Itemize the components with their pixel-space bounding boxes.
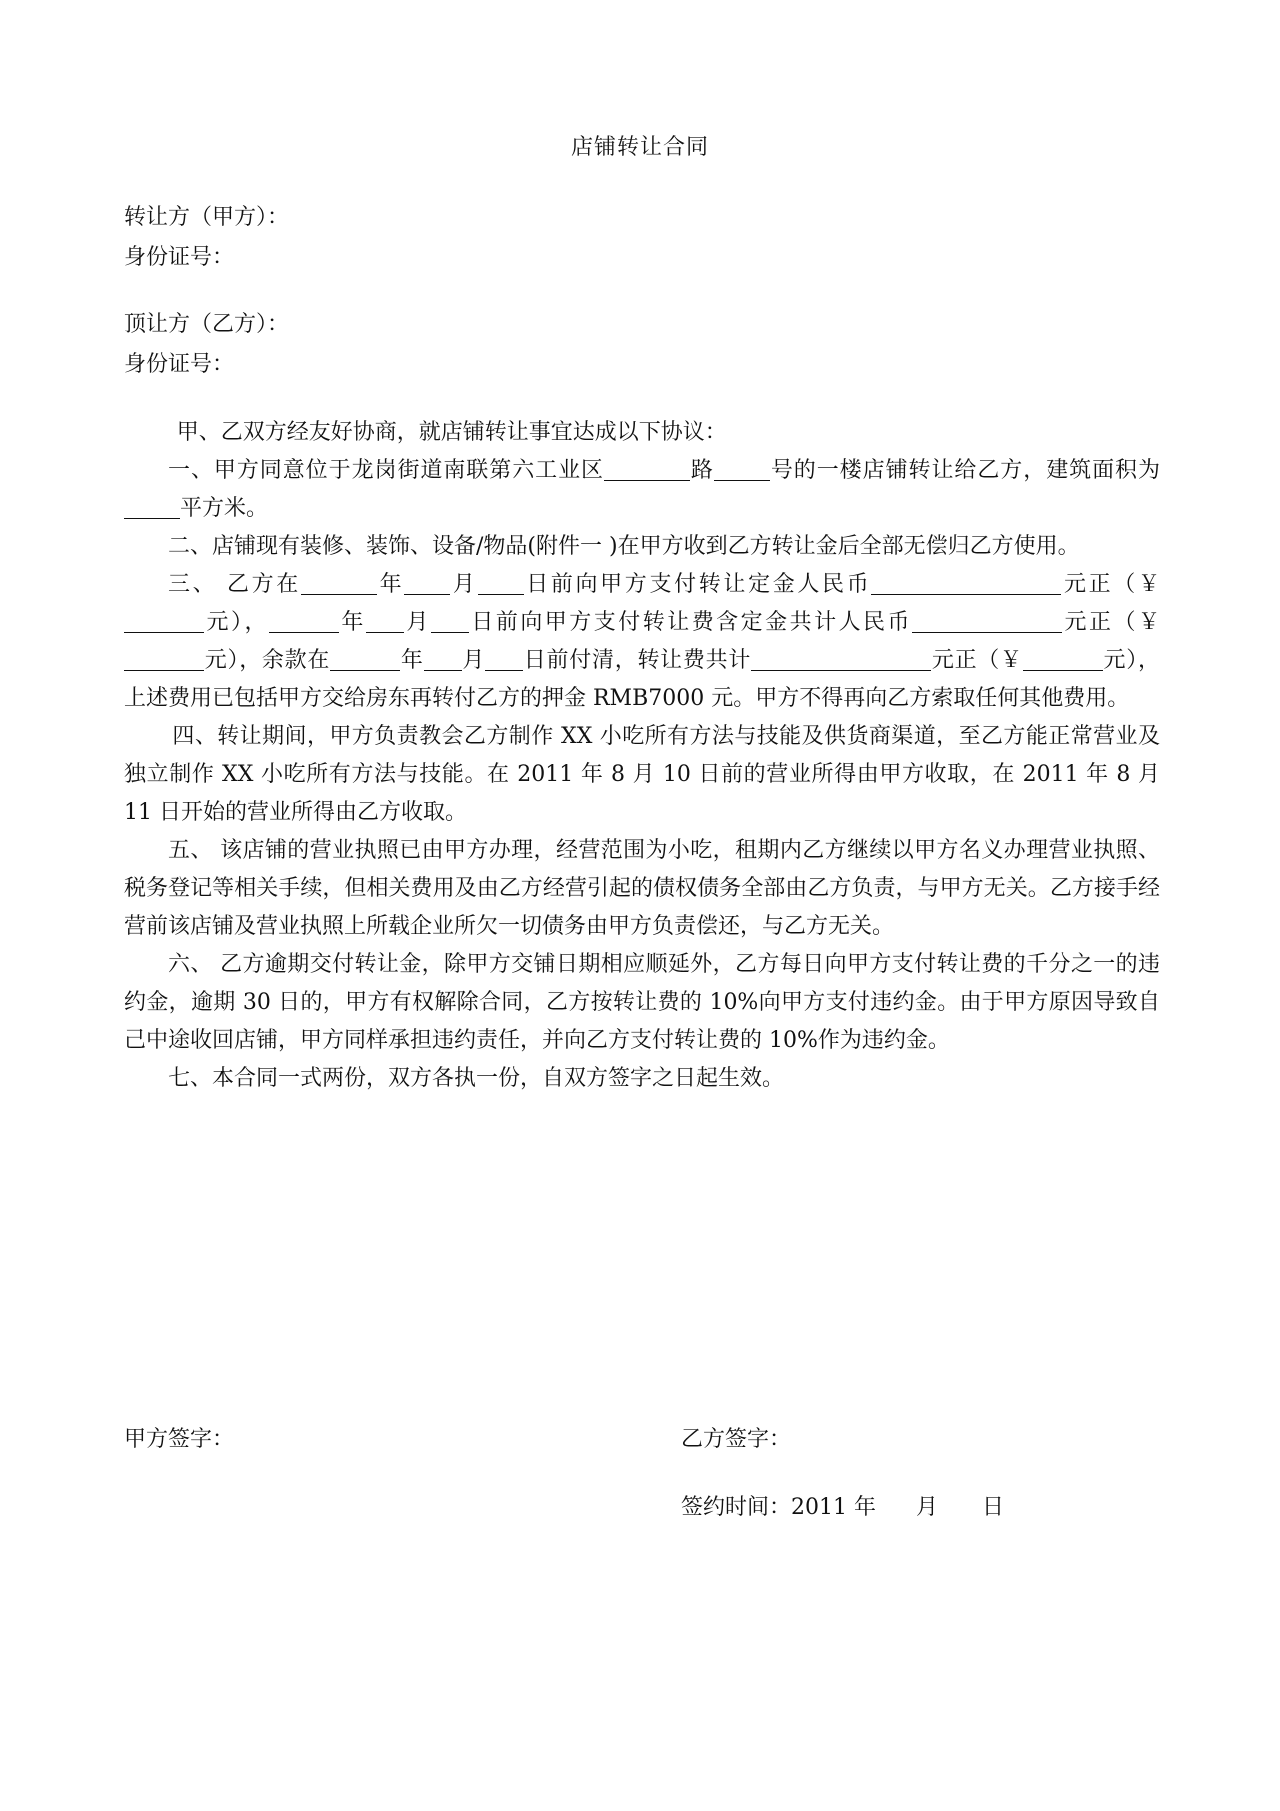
signing-month-label: 月 <box>915 1495 938 1520</box>
clause-1-text-4: 平方米。 <box>180 496 269 521</box>
clause-3-text-12: 年 <box>400 648 424 673</box>
clause-3-text-2: 年 <box>376 572 405 597</box>
party-b-signature-label: 乙方签字： <box>681 1427 792 1452</box>
document-title: 店铺转让合同 <box>570 135 709 160</box>
clause-3-text-1: 三、 乙方在 <box>168 572 301 597</box>
clause-3-text-3: 月 <box>450 572 478 597</box>
deposit-figure-blank <box>124 608 204 633</box>
clause-1-text-1: 一、甲方同意位于龙岗街道南联第六工业区 <box>168 458 604 483</box>
clause-3-text-14: 日前付清，转让费共计 <box>523 648 752 673</box>
clause-3-text-5: 元正（￥ <box>1061 572 1160 597</box>
clause-3-text-16: 元），上述费用已包括甲方交给房东再转付乙方的押金 RMB7000 元。甲方不得再向乙方索取任何其他费用。 <box>124 648 1160 711</box>
clause-3 <box>124 566 1160 718</box>
deposit-day-blank <box>478 570 524 595</box>
fee-amount-blank <box>912 608 1062 633</box>
party-a-id-label: 身份证号： <box>124 245 235 270</box>
area-blank <box>124 494 180 519</box>
signing-day-label: 日 <box>982 1495 1005 1520</box>
balance-month-blank <box>424 646 462 671</box>
clause-3-text-6: 元）， <box>204 610 269 635</box>
clause-2: 二、店铺现有装修、装饰、设备/物品(附件一 )在甲方收到乙方转让金后全部无偿归乙方使用。 <box>168 534 1080 559</box>
fee-month-blank <box>366 608 404 633</box>
balance-day-blank <box>485 646 523 671</box>
number-blank <box>714 456 770 481</box>
deposit-month-blank <box>404 570 450 595</box>
clause-1-text-2: 路 <box>689 458 714 483</box>
deposit-year-blank <box>301 570 377 595</box>
clause-3-text-10: 元正（￥ <box>1062 610 1160 635</box>
party-a-label: 转让方（甲方）： <box>124 205 290 230</box>
clause-4: 四、转让期间，甲方负责教会乙方制作 XX 小吃所有方法与技能及供货商渠道，至乙方能正常营业及独立制作 XX 小吃所有方法与技能。在 2011 年 8 月 10 日前的营业所得由甲方收取，在 2011 年 8 月 11 日开始的营业所得由乙方收取。 <box>124 724 1160 825</box>
clause-1-text-3: 号的一楼店铺转让给乙方，建筑面积为 <box>769 458 1160 483</box>
party-a-signature-label: 甲方签字： <box>124 1427 235 1452</box>
total-amount-blank <box>751 646 931 671</box>
clause-3-text-4: 日前向甲方支付转让定金人民币 <box>523 572 872 597</box>
signing-date-line <box>681 1490 1004 1521</box>
clause-7: 七、本合同一式两份，双方各执一份，自双方签字之日起生效。 <box>168 1066 785 1091</box>
fee-figure-blank <box>124 646 204 671</box>
clause-3-text-13: 月 <box>461 648 486 673</box>
clause-3-text-11: 元），余款在 <box>204 648 331 673</box>
party-b-label: 顶让方（乙方）： <box>124 312 290 337</box>
fee-year-blank <box>269 608 339 633</box>
clause-3-text-8: 月 <box>403 610 431 635</box>
clause-5: 五、 该店铺的营业执照已由甲方办理，经营范围为小吃，租期内乙方继续以甲方名义办理营业执照、税务登记等相关手续，但相关费用及由乙方经营引起的债权债务全部由乙方负责，与甲方无关。乙方接手经营前该店铺及营业执照上所载企业所欠一切债务由甲方负责偿还，与乙方无关。 <box>124 838 1160 939</box>
party-b-id-label: 身份证号： <box>124 352 235 377</box>
intro-paragraph: 甲、乙双方经友好协商，就店铺转让事宜达成以下协议： <box>176 420 727 445</box>
clause-6: 六、 乙方逾期交付转让金，除甲方交铺日期相应顺延外，乙方每日向甲方支付转让费的千分之一的违约金，逾期 30 日的，甲方有权解除合同，乙方按转让费的 10%向甲方支付违约金。由于甲方原因导致自己中途收回店铺，甲方同样承担违约责任，并向乙方支付转让费的 10%作为违约金。 <box>124 952 1160 1053</box>
contract-body <box>124 414 1160 1098</box>
signing-date-label: 签约时间：2011 年 <box>681 1495 876 1520</box>
clause-1 <box>124 452 1160 528</box>
clause-3-text-7: 年 <box>338 610 366 635</box>
clause-3-text-9: 日前向甲方支付转让费含定金共计人民币 <box>468 610 913 635</box>
deposit-amount-blank <box>871 570 1061 595</box>
fee-day-blank <box>431 608 469 633</box>
street-blank <box>604 456 690 481</box>
clause-3-text-15: 元正（￥ <box>931 648 1023 673</box>
total-figure-blank <box>1023 646 1103 671</box>
balance-year-blank <box>330 646 400 671</box>
